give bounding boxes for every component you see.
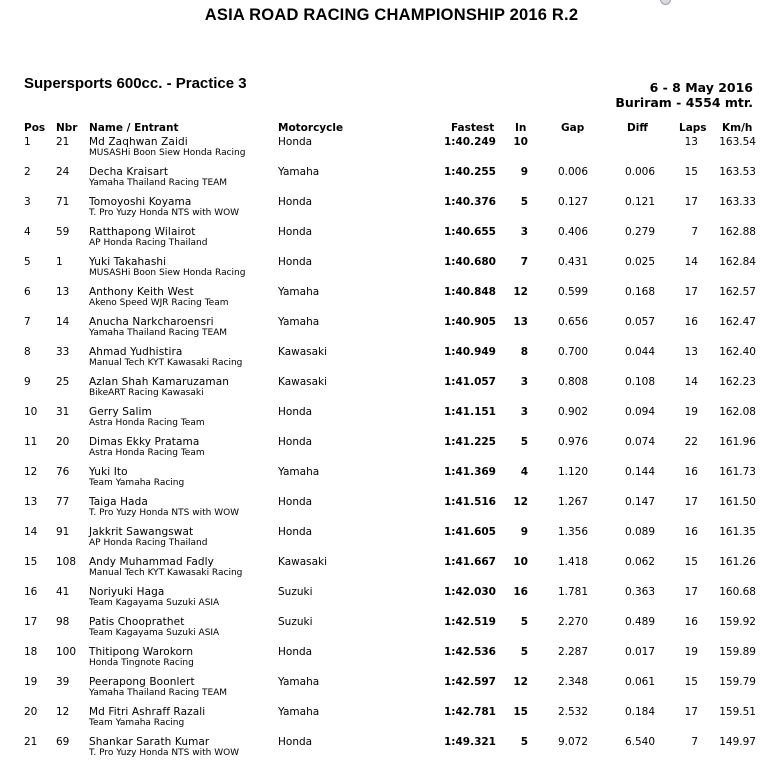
row-motorcycle: Honda	[278, 226, 313, 238]
row-nbr: 14	[56, 316, 70, 328]
row-diff: 0.044	[624, 346, 655, 358]
row-kmh: 162.57	[719, 286, 756, 298]
row-pos: 18	[24, 646, 38, 658]
row-rider-name: Andy Muhammad Fadly	[89, 556, 214, 568]
col-name-header: Name / Entrant	[89, 122, 179, 134]
row-entrant: Astra Honda Racing Team	[89, 448, 205, 458]
row-diff: 0.094	[624, 406, 655, 418]
row-rider-name: Md Zaqhwan Zaidi	[89, 136, 188, 148]
row-rider-name: Peerapong Boonlert	[89, 676, 195, 688]
row-pos: 2	[24, 166, 31, 178]
row-laps: 22	[684, 436, 698, 448]
table-row	[0, 736, 783, 766]
row-rider-name: Md Fitri Ashraff Razali	[89, 706, 206, 718]
row-entrant: Astra Honda Racing Team	[89, 418, 205, 428]
row-entrant: T. Pro Yuzy Honda NTS with WOW	[89, 508, 240, 518]
row-laps: 15	[684, 676, 698, 688]
table-row	[0, 166, 783, 196]
row-in-lap: 9	[520, 526, 528, 538]
row-fastest: 1:42.597	[443, 676, 496, 688]
results-table	[0, 122, 783, 766]
row-in-lap: 4	[520, 466, 528, 478]
row-laps: 14	[684, 256, 698, 268]
row-gap: 0.127	[557, 196, 588, 208]
row-kmh: 161.26	[719, 556, 756, 568]
row-gap: 1.781	[557, 586, 588, 598]
row-rider-name: Tomoyoshi Koyama	[89, 196, 192, 208]
row-entrant: T. Pro Yuzy Honda NTS with WOW	[89, 748, 240, 758]
row-diff: 0.089	[624, 526, 655, 538]
table-row	[0, 286, 783, 316]
col-motorcycle-header: Motorcycle	[278, 122, 344, 134]
row-in-lap: 16	[513, 586, 528, 598]
row-pos: 1	[24, 136, 31, 148]
row-pos: 7	[24, 316, 31, 328]
row-pos: 4	[24, 226, 31, 238]
table-row	[0, 646, 783, 676]
row-diff: 0.017	[624, 646, 655, 658]
row-laps: 15	[684, 166, 698, 178]
row-gap: 0.700	[557, 346, 588, 358]
row-gap: 1.356	[557, 526, 588, 538]
row-fastest: 1:42.781	[443, 706, 496, 718]
row-rider-name: Yuki Takahashi	[89, 256, 167, 268]
row-rider-name: Shankar Sarath Kumar	[89, 736, 210, 748]
row-kmh: 162.47	[719, 316, 756, 328]
row-laps: 17	[684, 196, 698, 208]
row-nbr: 41	[56, 586, 70, 598]
row-in-lap: 10	[513, 136, 528, 148]
row-rider-name: Thitipong Warokorn	[89, 646, 194, 658]
row-entrant: Akeno Speed WJR Racing Team	[89, 298, 229, 308]
row-nbr: 31	[56, 406, 70, 418]
row-gap: 0.656	[557, 316, 588, 328]
row-gap: 0.406	[557, 226, 588, 238]
row-motorcycle: Kawasaki	[278, 346, 328, 358]
row-fastest: 1:41.057	[443, 376, 496, 388]
col-pos-header: Pos	[24, 122, 46, 134]
row-in-lap: 5	[520, 646, 528, 658]
row-kmh: 162.88	[719, 226, 756, 238]
row-laps: 16	[684, 316, 698, 328]
row-fastest: 1:40.680	[443, 256, 496, 268]
row-entrant: Team Yamaha Racing	[89, 718, 185, 728]
row-laps: 13	[684, 346, 698, 358]
row-gap: 1.418	[557, 556, 588, 568]
col-nbr-header: Nbr	[56, 122, 78, 134]
row-laps: 16	[684, 466, 698, 478]
row-pos: 16	[24, 586, 38, 598]
row-in-lap: 5	[520, 616, 528, 628]
row-nbr: 24	[56, 166, 70, 178]
row-nbr: 77	[56, 496, 70, 508]
row-diff: 6.540	[624, 736, 655, 748]
row-in-lap: 8	[520, 346, 528, 358]
row-rider-name: Taiga Hada	[89, 496, 148, 508]
row-entrant: Team Kagayama Suzuki ASIA	[89, 628, 220, 638]
row-gap: 1.267	[557, 496, 588, 508]
row-diff: 0.279	[624, 226, 655, 238]
row-fastest: 1:42.519	[443, 616, 496, 628]
row-entrant: Yamaha Thailand Racing TEAM	[89, 178, 228, 188]
row-diff: 0.184	[624, 706, 655, 718]
row-nbr: 20	[56, 436, 70, 448]
row-nbr: 91	[56, 526, 70, 538]
table-row	[0, 226, 783, 256]
row-nbr: 33	[56, 346, 70, 358]
row-diff: 0.057	[624, 316, 655, 328]
row-gap: 0.976	[557, 436, 588, 448]
row-rider-name: Patis Chooprathet	[89, 616, 185, 628]
session-title: Supersports 600cc. - Practice 3	[24, 75, 247, 92]
row-kmh: 162.23	[719, 376, 756, 388]
row-kmh: 149.97	[719, 736, 756, 748]
row-in-lap: 7	[520, 256, 528, 268]
row-motorcycle: Yamaha	[278, 316, 320, 328]
row-laps: 15	[684, 556, 698, 568]
row-pos: 19	[24, 676, 38, 688]
row-gap: 2.532	[557, 706, 588, 718]
row-kmh: 161.35	[719, 526, 756, 538]
row-motorcycle: Honda	[278, 196, 313, 208]
row-kmh: 160.68	[719, 586, 756, 598]
row-fastest: 1:41.151	[443, 406, 496, 418]
row-in-lap: 10	[513, 556, 528, 568]
row-pos: 14	[24, 526, 38, 538]
row-laps: 7	[691, 226, 698, 238]
row-gap: 0.006	[557, 166, 588, 178]
row-rider-name: Yuki Ito	[89, 466, 128, 478]
circuit-info: Buriram - 4554 mtr.	[615, 95, 753, 110]
row-gap: 2.348	[557, 676, 588, 688]
row-nbr: 25	[56, 376, 70, 388]
row-laps: 19	[684, 646, 698, 658]
row-kmh: 161.96	[719, 436, 756, 448]
row-kmh: 159.79	[719, 676, 756, 688]
row-motorcycle: Yamaha	[278, 706, 320, 718]
row-entrant: MUSASHi Boon Siew Honda Racing	[89, 148, 246, 158]
table-row	[0, 556, 783, 586]
row-diff: 0.489	[624, 616, 655, 628]
row-fastest: 1:40.949	[443, 346, 496, 358]
row-fastest: 1:41.667	[443, 556, 496, 568]
row-kmh: 161.50	[719, 496, 756, 508]
row-fastest: 1:40.848	[443, 286, 496, 298]
row-pos: 11	[24, 436, 38, 448]
col-fastest-header: Fastest	[451, 122, 495, 134]
row-kmh: 162.40	[719, 346, 756, 358]
col-in-header: In	[515, 122, 527, 134]
row-gap: 2.270	[557, 616, 588, 628]
event-meta	[615, 80, 753, 110]
row-rider-name: Azlan Shah Kamaruzaman	[89, 376, 230, 388]
table-row	[0, 706, 783, 736]
row-pos: 15	[24, 556, 38, 568]
row-diff: 0.363	[624, 586, 655, 598]
row-kmh: 159.51	[719, 706, 756, 718]
col-kmh-header: Km/h	[722, 122, 753, 134]
row-pos: 10	[24, 406, 38, 418]
row-pos: 9	[24, 376, 31, 388]
col-gap-header: Gap	[561, 122, 585, 134]
row-pos: 20	[24, 706, 38, 718]
table-row	[0, 436, 783, 466]
row-nbr: 108	[56, 556, 77, 568]
row-gap: 2.287	[557, 646, 588, 658]
table-row	[0, 256, 783, 286]
row-pos: 6	[24, 286, 31, 298]
row-in-lap: 5	[520, 436, 528, 448]
row-rider-name: Jakkrit Sawangswat	[89, 526, 194, 538]
row-rider-name: Decha Kraisart	[89, 166, 169, 178]
row-fastest: 1:41.225	[443, 436, 496, 448]
row-kmh: 159.89	[719, 646, 756, 658]
table-body	[0, 136, 783, 766]
row-in-lap: 15	[513, 706, 528, 718]
row-pos: 17	[24, 616, 38, 628]
row-motorcycle: Honda	[278, 646, 313, 658]
row-in-lap: 3	[520, 406, 528, 418]
row-in-lap: 13	[513, 316, 528, 328]
table-row	[0, 676, 783, 706]
row-diff: 0.062	[624, 556, 655, 568]
row-fastest: 1:49.321	[443, 736, 496, 748]
row-nbr: 71	[56, 196, 70, 208]
row-gap: 9.072	[557, 736, 588, 748]
row-rider-name: Anthony Keith West	[89, 286, 194, 298]
row-in-lap: 5	[520, 736, 528, 748]
row-motorcycle: Kawasaki	[278, 376, 328, 388]
row-entrant: AP Honda Racing Thailand	[89, 538, 208, 548]
event-date: 6 - 8 May 2016	[649, 80, 753, 95]
table-row	[0, 466, 783, 496]
row-laps: 17	[684, 586, 698, 598]
row-motorcycle: Yamaha	[278, 166, 320, 178]
row-fastest: 1:42.536	[443, 646, 496, 658]
row-laps: 17	[684, 286, 698, 298]
table-row	[0, 586, 783, 616]
row-fastest: 1:40.249	[443, 136, 496, 148]
row-diff: 0.147	[624, 496, 655, 508]
row-diff: 0.006	[624, 166, 655, 178]
row-entrant: MUSASHi Boon Siew Honda Racing	[89, 268, 246, 278]
corner-logo-fragment	[660, 0, 671, 5]
row-entrant: Team Yamaha Racing	[89, 478, 185, 488]
row-entrant: T. Pro Yuzy Honda NTS with WOW	[89, 208, 240, 218]
row-laps: 17	[684, 496, 698, 508]
table-row	[0, 346, 783, 376]
row-kmh: 162.08	[719, 406, 756, 418]
row-motorcycle: Honda	[278, 526, 313, 538]
table-row	[0, 406, 783, 436]
row-motorcycle: Suzuki	[278, 586, 313, 598]
row-motorcycle: Honda	[278, 256, 313, 268]
row-rider-name: Dimas Ekky Pratama	[89, 436, 200, 448]
row-diff: 0.074	[624, 436, 655, 448]
row-pos: 21	[24, 736, 38, 748]
row-rider-name: Anucha Narkcharoensri	[89, 316, 214, 328]
row-pos: 12	[24, 466, 38, 478]
row-fastest: 1:42.030	[443, 586, 496, 598]
row-in-lap: 9	[520, 166, 528, 178]
row-laps: 7	[691, 736, 698, 748]
row-kmh: 159.92	[719, 616, 756, 628]
row-laps: 16	[684, 526, 698, 538]
row-nbr: 21	[56, 136, 70, 148]
page-title: ASIA ROAD RACING CHAMPIONSHIP 2016 R.2	[204, 6, 579, 24]
row-motorcycle: Yamaha	[278, 286, 320, 298]
row-nbr: 1	[56, 256, 63, 268]
row-gap: 0.808	[557, 376, 588, 388]
row-laps: 19	[684, 406, 698, 418]
row-gap: 1.120	[557, 466, 588, 478]
table-row	[0, 496, 783, 526]
row-nbr: 12	[56, 706, 70, 718]
row-rider-name: Ahmad Yudhistira	[89, 346, 183, 358]
row-motorcycle: Kawasaki	[278, 556, 328, 568]
row-in-lap: 3	[520, 226, 528, 238]
row-pos: 13	[24, 496, 38, 508]
row-pos: 3	[24, 196, 31, 208]
row-kmh: 163.54	[719, 136, 756, 148]
row-kmh: 161.73	[719, 466, 756, 478]
row-diff: 0.025	[624, 256, 655, 268]
row-entrant: Yamaha Thailand Racing TEAM	[89, 688, 228, 698]
table-row	[0, 316, 783, 346]
row-entrant: Manual Tech KYT Kawasaki Racing	[89, 568, 243, 578]
row-motorcycle: Yamaha	[278, 676, 320, 688]
row-fastest: 1:41.605	[443, 526, 496, 538]
row-diff: 0.121	[624, 196, 655, 208]
row-fastest: 1:40.905	[443, 316, 496, 328]
row-laps: 17	[684, 706, 698, 718]
row-entrant: Team Kagayama Suzuki ASIA	[89, 598, 220, 608]
row-gap: 0.431	[557, 256, 588, 268]
row-kmh: 163.53	[719, 166, 756, 178]
col-diff-header: Diff	[627, 122, 648, 134]
row-in-lap: 12	[513, 496, 528, 508]
row-entrant: AP Honda Racing Thailand	[89, 238, 208, 248]
row-rider-name: Gerry Salim	[89, 406, 152, 418]
row-nbr: 39	[56, 676, 70, 688]
row-motorcycle: Honda	[278, 436, 313, 448]
row-nbr: 13	[56, 286, 70, 298]
table-row	[0, 196, 783, 226]
row-nbr: 100	[56, 646, 77, 658]
row-nbr: 69	[56, 736, 70, 748]
table-row	[0, 526, 783, 556]
row-pos: 5	[24, 256, 31, 268]
row-in-lap: 12	[513, 286, 528, 298]
row-nbr: 59	[56, 226, 70, 238]
row-diff: 0.144	[624, 466, 655, 478]
row-in-lap: 12	[513, 676, 528, 688]
row-fastest: 1:41.516	[443, 496, 496, 508]
row-rider-name: Noriyuki Haga	[89, 586, 165, 598]
row-motorcycle: Suzuki	[278, 616, 313, 628]
row-laps: 13	[684, 136, 698, 148]
row-motorcycle: Yamaha	[278, 466, 320, 478]
row-rider-name: Ratthapong Wilairot	[89, 226, 196, 238]
row-entrant: Manual Tech KYT Kawasaki Racing	[89, 358, 243, 368]
row-gap: 0.902	[557, 406, 588, 418]
row-fastest: 1:40.376	[443, 196, 496, 208]
row-diff: 0.108	[624, 376, 655, 388]
table-row	[0, 136, 783, 166]
row-kmh: 163.33	[719, 196, 756, 208]
row-laps: 14	[684, 376, 698, 388]
row-motorcycle: Honda	[278, 736, 313, 748]
table-row	[0, 616, 783, 646]
row-motorcycle: Honda	[278, 406, 313, 418]
row-diff: 0.061	[624, 676, 655, 688]
row-motorcycle: Honda	[278, 136, 313, 148]
row-pos: 8	[24, 346, 31, 358]
row-entrant: Yamaha Thailand Racing TEAM	[89, 328, 228, 338]
row-in-lap: 5	[520, 196, 528, 208]
row-in-lap: 3	[520, 376, 528, 388]
row-nbr: 98	[56, 616, 70, 628]
row-kmh: 162.84	[719, 256, 756, 268]
row-motorcycle: Honda	[278, 496, 313, 508]
col-laps-header: Laps	[679, 122, 707, 134]
row-entrant: Honda Tingnote Racing	[89, 658, 194, 668]
row-fastest: 1:41.369	[443, 466, 496, 478]
row-laps: 16	[684, 616, 698, 628]
row-nbr: 76	[56, 466, 70, 478]
row-entrant: BikeART Racing Kawasaki	[89, 388, 204, 398]
row-diff: 0.168	[624, 286, 655, 298]
row-fastest: 1:40.255	[443, 166, 496, 178]
table-header	[0, 122, 783, 136]
row-gap: 0.599	[557, 286, 588, 298]
row-fastest: 1:40.655	[443, 226, 496, 238]
table-row	[0, 376, 783, 406]
